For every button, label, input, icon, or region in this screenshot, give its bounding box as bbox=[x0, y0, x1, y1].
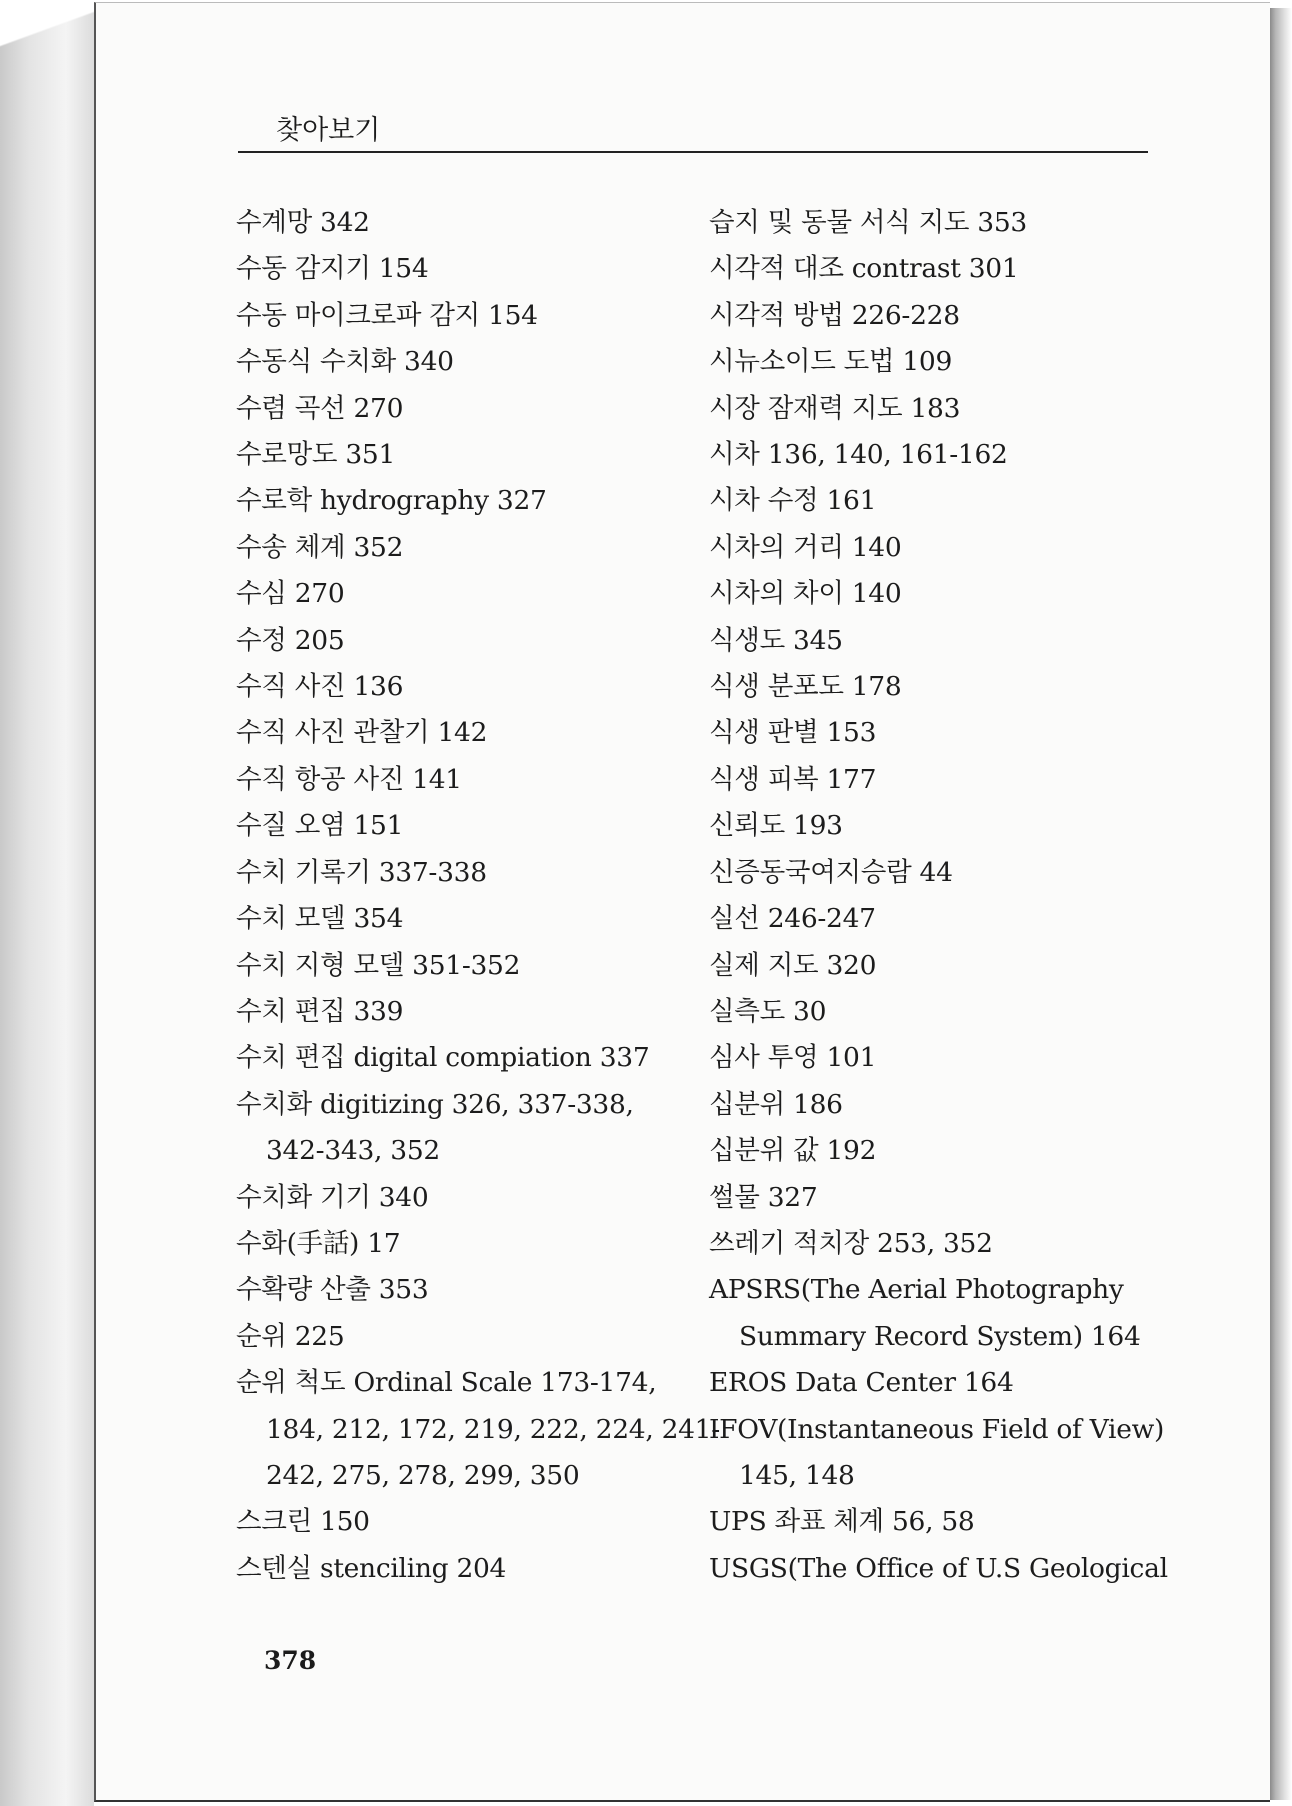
index-entry: 순위 척도 Ordinal Scale 173-174, bbox=[236, 1367, 657, 1399]
index-entry: 수치 기록기 337-338 bbox=[236, 856, 487, 888]
index-column-left bbox=[236, 200, 720, 1592]
index-entry: 신증동국여지승람 44 bbox=[709, 856, 953, 888]
index-entry: 시차의 거리 140 bbox=[709, 531, 902, 563]
index-entry: 수질 오염 151 bbox=[236, 810, 404, 842]
index-entry: 실측도 30 bbox=[709, 995, 827, 1027]
header-rule bbox=[238, 151, 1148, 153]
index-entry: 수동식 수치화 340 bbox=[236, 346, 454, 378]
index-entry: 시각적 대조 contrast 301 bbox=[709, 253, 1019, 285]
index-entry: 수직 사진 관찰기 142 bbox=[236, 717, 488, 749]
index-entry: 수로학 hydrography 327 bbox=[236, 485, 547, 517]
index-entry: 시차 수정 161 bbox=[709, 485, 877, 517]
index-entry-continuation-line bbox=[709, 1314, 1149, 1360]
index-column-right bbox=[709, 200, 1168, 1592]
index-entry: USGS(The Office of U.S Geological bbox=[709, 1552, 1168, 1584]
index-entry: 수동 마이크로파 감지 154 bbox=[236, 299, 538, 331]
index-entry: EROS Data Center 164 bbox=[709, 1367, 1014, 1399]
index-entry: 십분위 186 bbox=[709, 1088, 843, 1120]
index-entry: 수계망 342 bbox=[236, 207, 370, 238]
index-entry: 식생 분포도 178 bbox=[709, 671, 902, 703]
book-spine bbox=[0, 0, 94, 1806]
index-entry: UPS 좌표 체계 56, 58 bbox=[709, 1506, 975, 1538]
index-entry: 수확량 산출 353 bbox=[236, 1274, 429, 1306]
index-entry: 수송 체계 352 bbox=[236, 531, 404, 563]
index-entry: 수치 지형 모델 351-352 bbox=[236, 949, 521, 981]
index-entry: 십분위 값 192 bbox=[709, 1135, 877, 1167]
index-entry: 시장 잠재력 지도 183 bbox=[709, 392, 961, 424]
index-entry: 신뢰도 193 bbox=[709, 810, 843, 842]
index-entry: 수직 항공 사진 141 bbox=[236, 763, 462, 795]
index-entry: 수치화 기기 340 bbox=[236, 1181, 429, 1213]
index-entry: 스텐실 stenciling 204 bbox=[236, 1552, 507, 1584]
index-entry: 수치 모델 354 bbox=[236, 903, 404, 935]
index-entry: 수직 사진 136 bbox=[236, 671, 404, 703]
index-entry: 썰물 327 bbox=[709, 1181, 818, 1213]
index-entry-continuation-line bbox=[236, 1407, 720, 1453]
index-entry: 습지 및 동물 서식 지도 353 bbox=[709, 207, 1027, 238]
index-entry-continuation: 184, 212, 172, 219, 222, 224, 241- bbox=[266, 1413, 720, 1445]
index-entry: 수화(手話) 17 bbox=[236, 1227, 401, 1259]
index-entry: 시차의 차이 140 bbox=[709, 578, 902, 610]
index-entry: 수렴 곡선 270 bbox=[236, 392, 404, 424]
index-entry: 수동 감지기 154 bbox=[236, 253, 429, 285]
index-entry: 식생도 345 bbox=[709, 624, 843, 656]
index-entry-continuation: 342-343, 352 bbox=[266, 1135, 440, 1167]
index-entry: 스크린 150 bbox=[236, 1506, 370, 1538]
index-entry: 시차 136, 140, 161-162 bbox=[709, 439, 1008, 471]
index-entry-continuation: Summary Record System) 164 bbox=[739, 1320, 1141, 1352]
page-shadow bbox=[1270, 8, 1292, 1800]
index-entry: 식생 피복 177 bbox=[709, 763, 877, 795]
index-entry: 쓰레기 적치장 253, 352 bbox=[709, 1227, 993, 1259]
index-entry: 심사 투영 101 bbox=[709, 1042, 877, 1074]
index-entry: IFOV(Instantaneous Field of View) bbox=[709, 1413, 1165, 1445]
book-top-edge bbox=[0, 0, 94, 60]
index-entry: 시각적 방법 226-228 bbox=[709, 299, 960, 331]
index-entry-continuation-line bbox=[236, 1453, 696, 1499]
index-entry-continuation-line bbox=[709, 1453, 1149, 1499]
index-entry-continuation-line bbox=[236, 1128, 696, 1174]
index-entry-continuation: 242, 275, 278, 299, 350 bbox=[266, 1459, 580, 1491]
index-entry: 수치 편집 339 bbox=[236, 995, 404, 1027]
index-entry: 수정 205 bbox=[236, 624, 345, 656]
index-entry: 순위 225 bbox=[236, 1320, 345, 1352]
index-entry: 수치화 digitizing 326, 337-338, bbox=[236, 1088, 634, 1120]
index-entry: 실제 지도 320 bbox=[709, 949, 877, 981]
index-entry: 시뉴소이드 도법 109 bbox=[709, 346, 953, 378]
index-entry: 수로망도 351 bbox=[236, 439, 395, 471]
index-entry: 실선 246-247 bbox=[709, 903, 876, 935]
page-number: 378 bbox=[264, 1646, 317, 1675]
index-entry: APSRS(The Aerial Photography bbox=[709, 1274, 1124, 1306]
running-head: 찾아보기 bbox=[276, 115, 381, 146]
index-entry: 수치 편집 digital compiation 337 bbox=[236, 1042, 650, 1074]
index-entry-continuation: 145, 148 bbox=[739, 1459, 855, 1491]
index-entry: 식생 판별 153 bbox=[709, 717, 877, 749]
index-entry: 수심 270 bbox=[236, 578, 345, 610]
